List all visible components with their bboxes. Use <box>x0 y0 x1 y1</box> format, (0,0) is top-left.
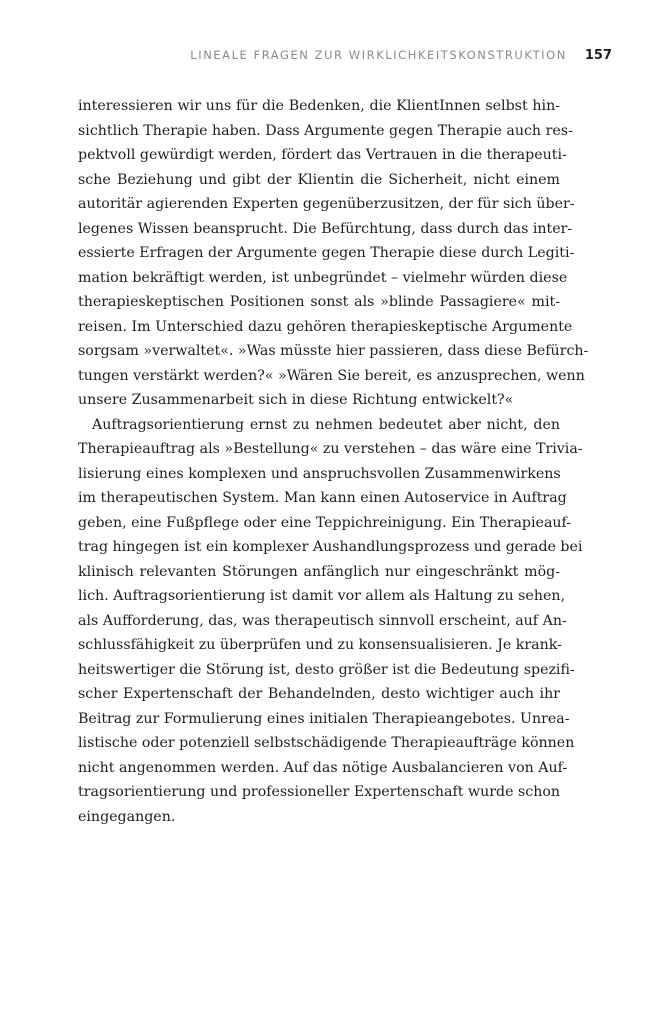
text-line: als Aufforderung, das, was therapeutisch sinnvoll erscheint, auf An- <box>78 612 567 629</box>
text-line: autoritär agierenden Experten gegenüberzusitzen, der für sich über- <box>78 196 575 212</box>
text-line: sichtlich Therapie haben. Dass Argumente gegen Therapie auch res- <box>78 122 573 139</box>
text-line: Therapieauftrag als »Bestellung« zu verstehen – das wäre eine Trivia- <box>78 441 583 457</box>
text-line: eingegangen. <box>78 808 176 825</box>
text-line: lisierung eines komplexen und anspruchsvollen Zusammenwirkens <box>78 465 561 482</box>
text-line: heitswertiger die Störung ist, desto größer ist die Bedeutung spezifi- <box>78 661 575 678</box>
text-line: lich. Auftragsorientierung ist damit vor allem als Haltung zu sehen, <box>78 588 566 604</box>
text-line: essierte Erfragen der Argumente gegen Therapie diese durch Legiti- <box>78 245 575 261</box>
text-line: listische oder potenziell selbstschädigende Therapieaufträge können <box>78 735 575 751</box>
text-line: Beitrag zur Formulierung eines initialen Therapieangebotes. Unrea- <box>78 710 570 727</box>
paragraph-2 <box>78 413 583 830</box>
text-line: nicht angenommen werden. Auf das nötige Ausbalancieren von Auf- <box>78 759 568 776</box>
text-line: im therapeutischen System. Man kann einen Autoservice in Auftrag <box>78 490 567 506</box>
text-line: tragsorientierung und professioneller Expertenschaft wurde schon <box>78 784 561 800</box>
text-line: scher Expertenschaft der Behandelnden, desto wichtiger auch ihr <box>78 686 560 702</box>
body-text <box>78 94 589 829</box>
running-title: LINEALE FRAGEN ZUR WIRKLICHKEITSKONSTRUKTION <box>190 48 567 62</box>
text-line: mation bekräftigt werden, ist unbegründet – vielmehr würden diese <box>78 269 568 286</box>
text-line: Auftragsorientierung ernst zu nehmen bedeutet aber nicht, den <box>92 416 560 433</box>
text-line: sche Beziehung und gibt der Klientin die Sicherheit, nicht einem <box>78 171 560 188</box>
text-line: schlussfähigkeit zu überprüfen und zu konsensualisieren. Je krank- <box>78 637 562 653</box>
text-line: sorgsam »verwaltet«. »Was müsste hier passieren, dass diese Befürch- <box>78 343 589 359</box>
text-line: legenes Wissen beansprucht. Die Befürchtung, dass durch das inter- <box>78 220 573 237</box>
page-number: 157 <box>584 48 612 63</box>
text-line: klinisch relevanten Störungen anfänglich nur eingeschränkt mög- <box>78 563 560 580</box>
text-line: pektvoll gewürdigt werden, fördert das Vertrauen in die therapeuti- <box>78 147 567 163</box>
text-line: therapieskeptischen Positionen sonst als »blinde Passagiere« mit- <box>78 294 560 310</box>
paragraph-1 <box>78 94 589 413</box>
text-line: trag hingegen ist ein komplexer Aushandlungsprozess und gerade bei <box>78 539 583 555</box>
running-head <box>0 46 612 64</box>
text-line: tungen verstärkt werden?« »Wären Sie bereit, es anzusprechen, wenn <box>78 367 585 384</box>
text-line: reisen. Im Unterschied dazu gehören therapieskeptische Argumente <box>78 318 573 335</box>
text-line: interessieren wir uns für die Bedenken, die KlientInnen selbst hin- <box>78 98 560 114</box>
text-line: unsere Zusammenarbeit sich in diese Richtung entwickelt?« <box>78 392 514 408</box>
text-line: geben, eine Fußpflege oder eine Teppichreinigung. Ein Therapieauf- <box>78 514 572 531</box>
